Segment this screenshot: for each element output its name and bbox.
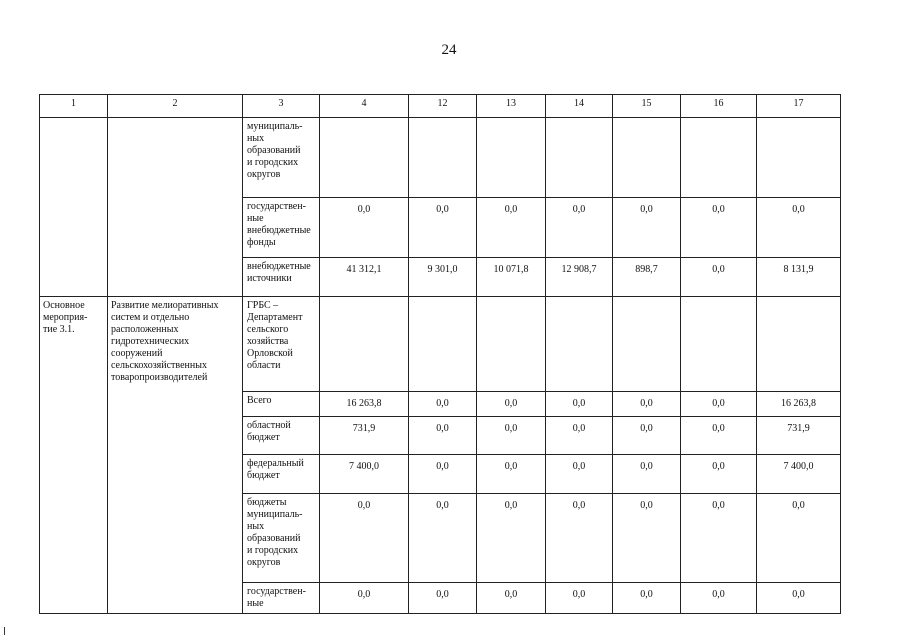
value-cell: 16 263,8 [757,392,841,417]
column-header: 13 [477,95,546,118]
funding-source-cell: Всего [243,392,320,417]
value-cell: 0,0 [613,198,681,258]
value-cell: 0,0 [681,392,757,417]
value-cell: 0,0 [409,494,477,583]
value-cell [681,118,757,198]
value-cell: 0,0 [477,198,546,258]
column-header: 16 [681,95,757,118]
value-cell: 0,0 [546,455,613,494]
value-cell: 7 400,0 [320,455,409,494]
value-cell: 731,9 [757,417,841,455]
header-row [40,95,841,118]
value-cell: 0,0 [613,494,681,583]
value-cell: 10 071,8 [477,258,546,297]
value-cell: 0,0 [681,258,757,297]
value-cell [681,297,757,392]
value-cell: 0,0 [477,417,546,455]
activity-name-cell: Развитие мелиоративных систем и отдельно расположенных гидротехнических сооружений сельскохозяйственных товаропроизводителей [108,297,243,614]
value-cell [320,118,409,198]
value-cell [757,297,841,392]
activity-number-cell: Основное мероприя- тие 3.1. [40,297,108,614]
value-cell: 0,0 [409,583,477,614]
value-cell: 898,7 [613,258,681,297]
value-cell: 0,0 [613,392,681,417]
value-cell: 731,9 [320,417,409,455]
value-cell: 12 908,7 [546,258,613,297]
funding-source-cell: муниципаль- ных образований и городских округов [243,118,320,198]
value-cell: 0,0 [681,583,757,614]
value-cell: 0,0 [477,494,546,583]
value-cell: 0,0 [613,583,681,614]
value-cell: 9 301,0 [409,258,477,297]
value-cell: 41 312,1 [320,258,409,297]
value-cell: 8 131,9 [757,258,841,297]
funding-source-cell: внебюджетные источники [243,258,320,297]
column-header: 12 [409,95,477,118]
column-header: 3 [243,95,320,118]
page-number: 24 [441,42,457,58]
value-cell: 0,0 [546,392,613,417]
value-cell: 0,0 [757,494,841,583]
value-cell: 0,0 [681,455,757,494]
funding-source-cell: государствен- ные [243,583,320,614]
value-cell [477,118,546,198]
value-cell: 7 400,0 [757,455,841,494]
value-cell: 0,0 [613,417,681,455]
value-cell [477,297,546,392]
funding-source-cell: государствен- ные внебюджетные фонды [243,198,320,258]
column-header: 4 [320,95,409,118]
funding-source-cell: бюджеты муниципаль- ных образований и городских округов [243,494,320,583]
value-cell [409,118,477,198]
column-header: 17 [757,95,841,118]
value-cell [757,118,841,198]
budget-table [39,94,841,614]
value-cell [613,297,681,392]
funding-source-cell: федеральный бюджет [243,455,320,494]
cont-col1-cell [40,118,108,297]
value-cell: 0,0 [546,494,613,583]
column-header: 15 [613,95,681,118]
value-cell: 0,0 [681,198,757,258]
value-cell [613,118,681,198]
table-row [40,297,841,392]
table-body [40,95,841,614]
value-cell: 0,0 [546,198,613,258]
column-header: 1 [40,95,108,118]
value-cell: 0,0 [409,417,477,455]
value-cell: 0,0 [477,583,546,614]
value-cell: 0,0 [757,583,841,614]
value-cell: 0,0 [546,583,613,614]
value-cell: 0,0 [477,392,546,417]
column-header: 14 [546,95,613,118]
cont-col2-cell [108,118,243,297]
value-cell [546,297,613,392]
value-cell: 0,0 [409,392,477,417]
value-cell: 0,0 [681,417,757,455]
value-cell: 0,0 [546,417,613,455]
value-cell: 0,0 [320,494,409,583]
funding-source-cell: областной бюджет [243,417,320,455]
value-cell: 0,0 [409,198,477,258]
value-cell: 0,0 [477,455,546,494]
value-cell [546,118,613,198]
value-cell [320,297,409,392]
value-cell [409,297,477,392]
funding-source-cell: ГРБС – Департамент сельского хозяйства Орловской области [243,297,320,392]
table-row [40,118,841,198]
scan-mark [4,627,5,635]
value-cell: 0,0 [757,198,841,258]
value-cell: 0,0 [320,583,409,614]
value-cell: 0,0 [409,455,477,494]
value-cell: 0,0 [681,494,757,583]
value-cell: 16 263,8 [320,392,409,417]
column-header: 2 [108,95,243,118]
value-cell: 0,0 [613,455,681,494]
value-cell: 0,0 [320,198,409,258]
